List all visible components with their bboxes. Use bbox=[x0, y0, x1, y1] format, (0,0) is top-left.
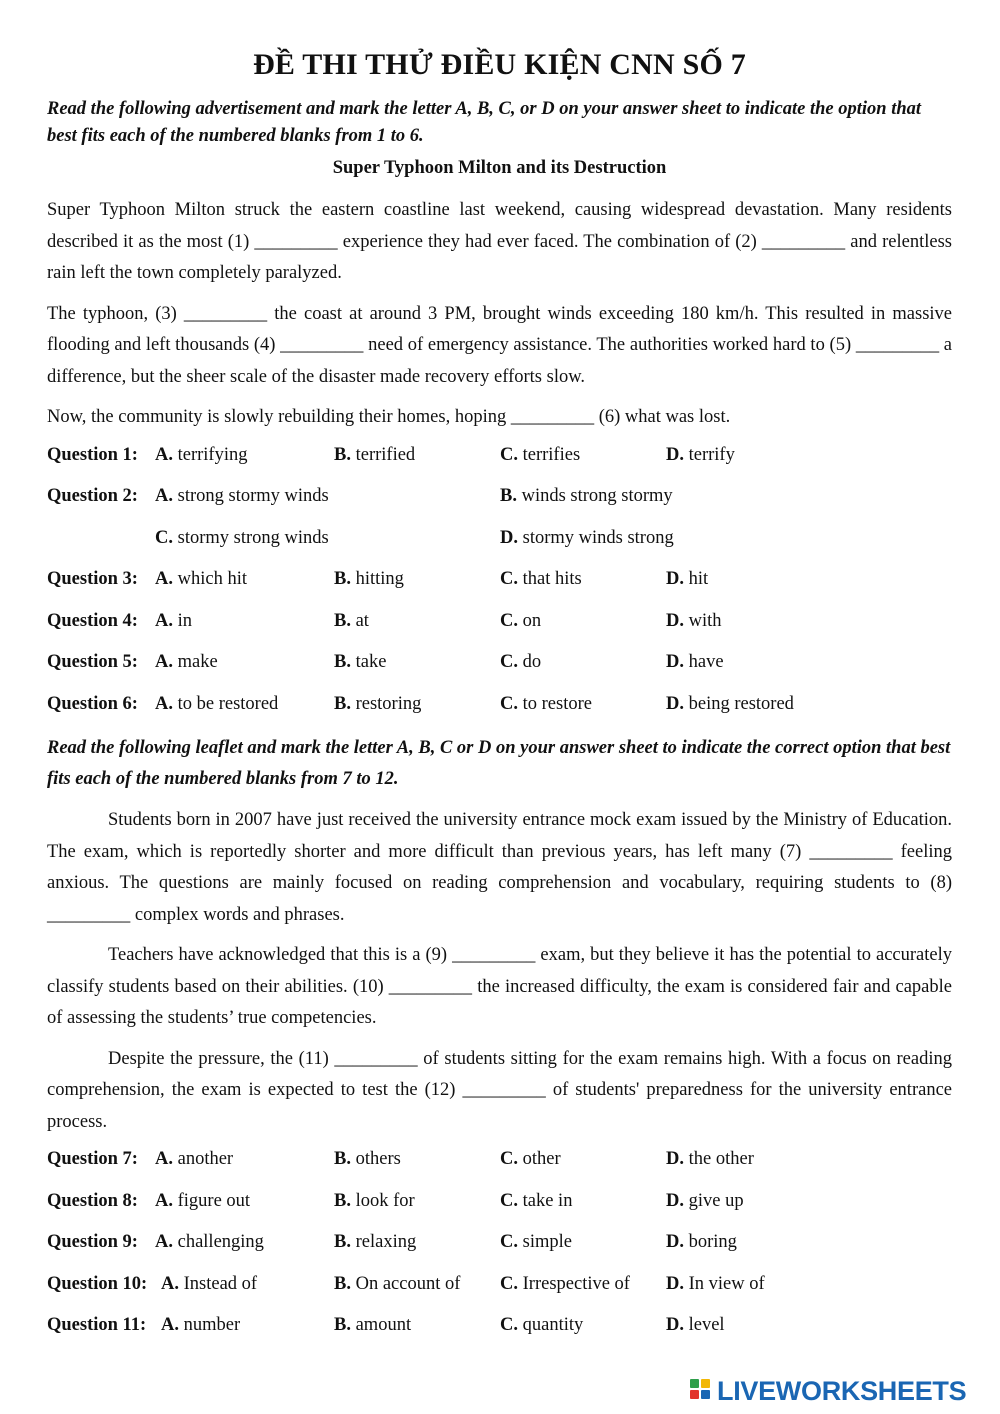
option-text: Irrespective of bbox=[522, 1273, 630, 1294]
question-row bbox=[47, 650, 952, 692]
option-text: have bbox=[688, 652, 724, 672]
question-label: Question 2: bbox=[47, 486, 138, 506]
option-c[interactable] bbox=[500, 692, 592, 716]
passage2-paragraph: Despite the pressure, the (11) _________ of students sitting for the exam remains high. With a focus on reading comprehension, the exam is expected to test the (12) _________ of students' preparedness for the university entrance process. bbox=[47, 1048, 952, 1132]
option-text: winds strong stormy bbox=[521, 486, 673, 506]
option-letter: A. bbox=[155, 610, 173, 631]
option-d[interactable] bbox=[500, 526, 674, 550]
option-a[interactable] bbox=[155, 1147, 233, 1171]
option-text: look for bbox=[355, 1190, 415, 1211]
option-letter: A. bbox=[155, 444, 173, 465]
option-text: challenging bbox=[177, 1232, 264, 1252]
option-text: being restored bbox=[688, 693, 794, 714]
option-letter: A. bbox=[155, 652, 173, 672]
option-text: restoring bbox=[355, 693, 422, 714]
option-letter: B. bbox=[334, 1149, 351, 1169]
option-b[interactable] bbox=[334, 1189, 415, 1213]
option-d[interactable] bbox=[666, 692, 794, 716]
option-b[interactable] bbox=[334, 567, 404, 591]
option-text: Instead of bbox=[183, 1273, 258, 1294]
question-label: Question 5: bbox=[47, 652, 138, 672]
option-letter: B. bbox=[334, 569, 351, 589]
option-text: others bbox=[355, 1149, 401, 1169]
option-text: quantity bbox=[522, 1315, 584, 1335]
option-text: on bbox=[522, 610, 542, 631]
option-letter: C. bbox=[500, 1149, 518, 1169]
option-letter: B. bbox=[334, 444, 351, 465]
option-letter: D. bbox=[666, 693, 684, 714]
option-letter: C. bbox=[500, 444, 518, 465]
option-a[interactable] bbox=[155, 567, 247, 591]
option-letter: B. bbox=[334, 1190, 351, 1211]
liveworksheets-logo bbox=[690, 1376, 990, 1406]
option-text: hit bbox=[688, 569, 709, 589]
option-letter: D. bbox=[666, 569, 684, 589]
option-text: terrifies bbox=[522, 444, 581, 465]
option-letter: D. bbox=[666, 652, 684, 672]
option-letter: B. bbox=[334, 1232, 351, 1252]
option-letter: B. bbox=[334, 1273, 351, 1294]
option-text: amount bbox=[355, 1315, 412, 1335]
option-a[interactable] bbox=[155, 484, 329, 508]
option-letter: C. bbox=[500, 1190, 518, 1211]
option-a[interactable] bbox=[155, 443, 248, 467]
option-text: do bbox=[522, 652, 542, 672]
option-d[interactable] bbox=[666, 1189, 744, 1213]
option-d[interactable] bbox=[666, 1272, 765, 1296]
option-d[interactable] bbox=[666, 1147, 754, 1171]
option-text: take bbox=[355, 652, 387, 672]
logo-icon bbox=[690, 1379, 714, 1403]
option-c[interactable] bbox=[500, 609, 541, 633]
option-b[interactable] bbox=[334, 692, 421, 716]
option-text: On account of bbox=[355, 1273, 461, 1294]
option-letter: B. bbox=[500, 486, 517, 506]
option-a[interactable] bbox=[155, 692, 278, 716]
option-b[interactable] bbox=[334, 609, 369, 633]
option-b[interactable] bbox=[334, 1230, 416, 1254]
option-a[interactable] bbox=[155, 650, 218, 674]
question-label: Question 1: bbox=[47, 444, 138, 465]
option-a[interactable] bbox=[155, 1189, 250, 1213]
passage2-paragraph: Teachers have acknowledged that this is a (9) _________ exam, but they believe it has the potential to accurately classify students based on their abilities. (10) _________ the increased difficulty, the exam is considered fair and capable of assessing the students’ true competencies. bbox=[47, 945, 952, 1028]
option-letter: A. bbox=[155, 1232, 173, 1252]
question-row bbox=[47, 1230, 952, 1272]
option-c[interactable] bbox=[500, 1147, 561, 1171]
option-letter: A. bbox=[155, 1149, 173, 1169]
question-row bbox=[47, 443, 952, 485]
option-text: In view of bbox=[688, 1273, 765, 1294]
page-title: ĐỀ THI THỬ ĐIỀU KIỆN CNN SỐ 7 bbox=[253, 48, 746, 81]
option-c[interactable] bbox=[500, 1313, 583, 1337]
option-text: take in bbox=[522, 1190, 573, 1211]
option-letter: D. bbox=[666, 1190, 684, 1211]
option-letter: D. bbox=[666, 444, 684, 465]
question-row bbox=[47, 1313, 952, 1355]
option-letter: A. bbox=[161, 1315, 179, 1335]
option-letter: D. bbox=[500, 527, 518, 548]
passage1-paragraph: The typhoon, (3) _________ the coast at around 3 PM, brought winds exceeding 180 km/h. This resulted in massive flooding and left thousands (4) _________ need of emergency assistance. The authorities worked hard to (5) _________ a difference, but the sheer scale of the disaster made recovery efforts slow. bbox=[47, 303, 952, 387]
option-c[interactable] bbox=[500, 650, 541, 674]
worksheet-page bbox=[47, 48, 952, 1355]
question-row bbox=[47, 692, 952, 734]
option-letter: A. bbox=[161, 1273, 179, 1294]
question-row bbox=[47, 1147, 952, 1189]
option-text: give up bbox=[688, 1190, 744, 1211]
option-letter: C. bbox=[500, 1315, 518, 1335]
option-letter: C. bbox=[500, 652, 518, 672]
option-letter: B. bbox=[334, 693, 351, 714]
option-a[interactable] bbox=[155, 1230, 264, 1254]
option-text: number bbox=[183, 1315, 241, 1335]
option-text: make bbox=[177, 652, 218, 672]
option-text: which hit bbox=[177, 569, 247, 589]
option-text: relaxing bbox=[355, 1232, 417, 1252]
question-row bbox=[47, 567, 952, 609]
option-text: simple bbox=[522, 1232, 572, 1252]
passage1-paragraph: Super Typhoon Milton struck the eastern coastline last weekend, causing widespread devastation. Many residents described it as the most (1) _________ experience they had ever faced. The combination of (2) _________ and relentless rain left the town completely paralyzed. bbox=[47, 200, 952, 283]
option-letter: A. bbox=[155, 1190, 173, 1211]
option-d[interactable] bbox=[666, 1230, 737, 1254]
option-c[interactable] bbox=[500, 1189, 572, 1213]
question-label: Question 8: bbox=[47, 1190, 138, 1211]
option-text: terrified bbox=[355, 444, 416, 465]
option-letter: D. bbox=[666, 610, 684, 631]
option-d[interactable] bbox=[666, 650, 724, 674]
option-text: to restore bbox=[522, 693, 592, 714]
option-text: to be restored bbox=[177, 693, 279, 714]
option-d[interactable] bbox=[666, 1313, 725, 1337]
question-label: Question 4: bbox=[47, 610, 138, 631]
question-row-continued bbox=[47, 526, 952, 568]
option-c[interactable] bbox=[155, 526, 329, 550]
option-letter: B. bbox=[334, 1315, 351, 1335]
option-letter: D. bbox=[666, 1273, 684, 1294]
option-text: another bbox=[177, 1149, 234, 1169]
option-d[interactable] bbox=[666, 443, 735, 467]
option-letter: D. bbox=[666, 1232, 684, 1252]
question-row bbox=[47, 1272, 952, 1314]
option-b[interactable] bbox=[334, 443, 415, 467]
option-letter: A. bbox=[155, 486, 173, 506]
option-letter: A. bbox=[155, 569, 173, 589]
option-b[interactable] bbox=[334, 1147, 401, 1171]
option-b[interactable] bbox=[500, 484, 673, 508]
option-c[interactable] bbox=[500, 567, 582, 591]
option-text: with bbox=[688, 610, 722, 631]
section2-instruction: Read the following leaflet and mark the letter A, B, C or D on your answer sheet to indicate the correct option that best fits each of the numbered blanks from 7 to 12. bbox=[47, 738, 951, 789]
option-letter: C. bbox=[500, 610, 518, 631]
option-a[interactable] bbox=[161, 1313, 240, 1337]
question-label: Question 7: bbox=[47, 1149, 138, 1169]
option-letter: C. bbox=[500, 693, 518, 714]
passage2-paragraph: Students born in 2007 have just received the university entrance mock exam issued by the Ministry of Education. The exam, which is reportedly shorter and more difficult than previous years, has left many (7) _________ feeling anxious. The questions are mainly focused on reading comprehension and vocabulary, requiring students to (8) _________ complex words and phrases. bbox=[47, 810, 952, 925]
question-label: Question 11: bbox=[47, 1315, 147, 1335]
question-label: Question 6: bbox=[47, 693, 138, 714]
question-row bbox=[47, 609, 952, 651]
option-text: strong stormy winds bbox=[177, 486, 329, 506]
option-text: other bbox=[522, 1149, 561, 1169]
option-b[interactable] bbox=[334, 1313, 411, 1337]
option-letter: B. bbox=[334, 610, 351, 631]
option-text: at bbox=[355, 610, 369, 631]
option-d[interactable] bbox=[666, 567, 708, 591]
question-row bbox=[47, 484, 952, 526]
option-letter: D. bbox=[666, 1315, 684, 1335]
option-a[interactable] bbox=[155, 609, 192, 633]
option-text: hitting bbox=[355, 569, 404, 589]
option-text: level bbox=[688, 1315, 725, 1335]
option-letter: B. bbox=[334, 652, 351, 672]
option-letter: C. bbox=[500, 569, 518, 589]
passage1-paragraph: Now, the community is slowly rebuilding their homes, hoping _________ (6) what was lost. bbox=[47, 407, 731, 427]
option-text: stormy winds strong bbox=[522, 527, 674, 548]
option-letter: C. bbox=[500, 1232, 518, 1252]
option-letter: C. bbox=[155, 527, 173, 548]
option-text: boring bbox=[688, 1232, 737, 1252]
question-row bbox=[47, 1189, 952, 1231]
option-text: the other bbox=[688, 1149, 754, 1169]
question-label: Question 10: bbox=[47, 1273, 148, 1294]
option-letter: A. bbox=[155, 693, 173, 714]
option-text: terrify bbox=[688, 444, 735, 465]
option-b[interactable] bbox=[334, 650, 386, 674]
question-label: Question 3: bbox=[47, 569, 138, 589]
option-d[interactable] bbox=[666, 609, 722, 633]
option-letter: D. bbox=[666, 1149, 684, 1169]
option-text: terrifying bbox=[177, 444, 248, 465]
option-text: figure out bbox=[177, 1190, 251, 1211]
option-c[interactable] bbox=[500, 443, 580, 467]
section1-instruction: Read the following advertisement and mark the letter A, B, C, or D on your answer sheet to indicate the option that best fits each of the numbered blanks from 1 to 6. bbox=[47, 99, 922, 146]
option-c[interactable] bbox=[500, 1230, 572, 1254]
option-text: in bbox=[177, 610, 193, 631]
option-text: that hits bbox=[522, 569, 582, 589]
option-letter: C. bbox=[500, 1273, 518, 1294]
option-b[interactable] bbox=[334, 1272, 460, 1296]
logo-text: LIVEWORKSHEETS bbox=[717, 1375, 967, 1406]
option-a[interactable] bbox=[161, 1272, 257, 1296]
question-label: Question 9: bbox=[47, 1232, 138, 1252]
option-c[interactable] bbox=[500, 1272, 630, 1296]
passage1-title: Super Typhoon Milton and its Destruction bbox=[332, 158, 667, 178]
option-text: stormy strong winds bbox=[177, 527, 329, 548]
